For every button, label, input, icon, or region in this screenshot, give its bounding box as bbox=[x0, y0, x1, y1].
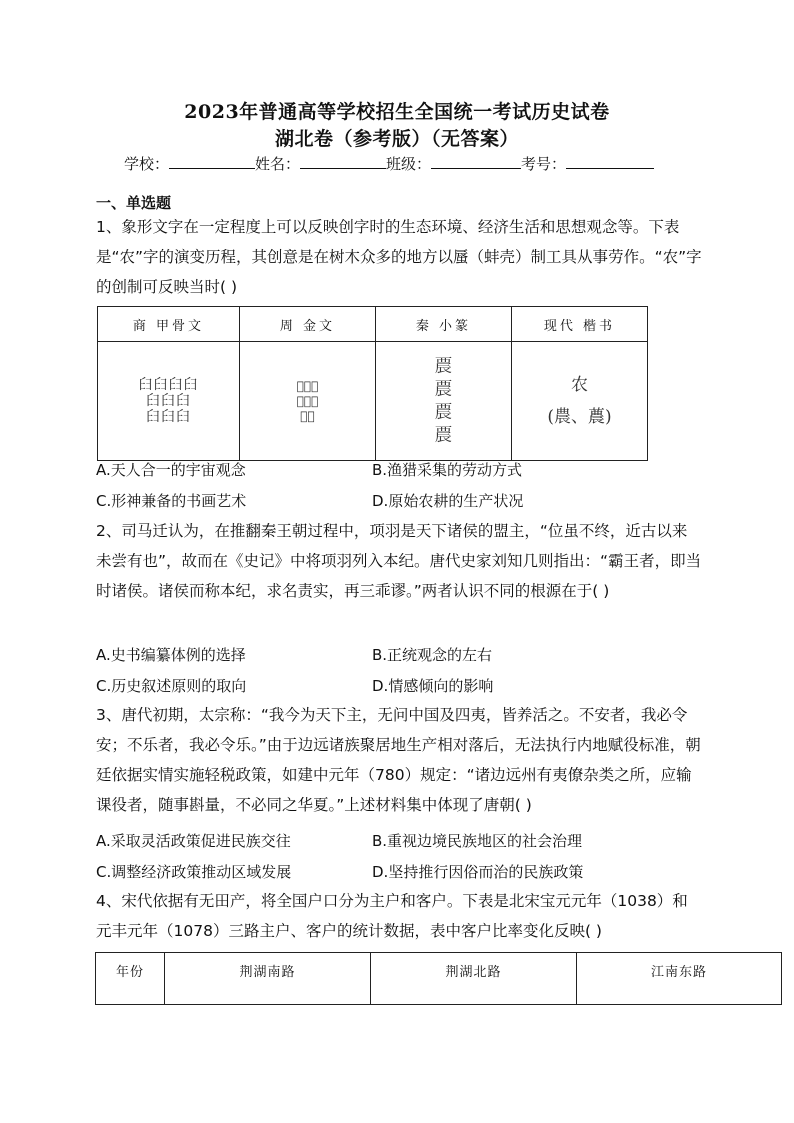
school-blank bbox=[169, 154, 255, 169]
q3-option-a[interactable]: A.采取灵活政策促进民族交往 bbox=[96, 832, 291, 850]
exam-subtitle: 湖北卷（参考版）（无答案） bbox=[274, 128, 519, 150]
class-blank bbox=[431, 154, 521, 169]
question-2-stem: 2、司马迁认为，在推翻秦王朝过程中，项羽是天下诸侯的盟主，“位虽不终，近古以来未尝有也”，故而在《史记》中将项羽列入本纪。唐代史家刘知几则指出：“霸王者，即当时诸侯。诸侯而称本纪，求名责实，再三乖谬。”两者认识不同的根源在于( ) bbox=[96, 522, 702, 600]
name-blank bbox=[300, 154, 386, 169]
table-header: 荆湖北路 bbox=[371, 953, 577, 1005]
seal-glyphs: 𨑇 𨑇 𨑇 𨑇 bbox=[434, 356, 453, 446]
number-blank bbox=[566, 154, 654, 169]
oracle-bone-glyphs: 𦥑𦥑𦥑𦥑 𦥑𦥑𦥑 𦥑𦥑𦥑 bbox=[138, 377, 199, 425]
number-label: 考号： bbox=[521, 155, 567, 173]
table-header-row bbox=[98, 307, 648, 342]
regular-script-variants: (農、蕽) bbox=[547, 407, 612, 427]
exam-title: 2023年普通高等学校招生全国统一考试历史试卷 bbox=[184, 101, 610, 123]
q2-option-a[interactable]: A.史书编纂体例的选择 bbox=[96, 646, 246, 664]
q2-option-b[interactable]: B.正统观念的左右 bbox=[372, 646, 493, 664]
seal-cell bbox=[376, 342, 512, 461]
q1-option-a[interactable]: A.天人合一的宇宙观念 bbox=[96, 461, 246, 479]
q3-option-c[interactable]: C.调整经济政策推动区域发展 bbox=[96, 863, 292, 881]
table-header: 周 金文 bbox=[240, 307, 376, 342]
table-header: 现代 楷书 bbox=[512, 307, 648, 342]
q2-option-c[interactable]: C.历史叙述原则的取向 bbox=[96, 677, 247, 695]
household-table bbox=[95, 952, 782, 1005]
q1-option-d[interactable]: D.原始农耕的生产状况 bbox=[372, 492, 524, 510]
question-3-stem: 3、唐代初期，太宗称：“我今为天下主，无问中国及四夷，皆养活之。不安者，我必令安；不乐者，我必令乐。”由于边远诸族聚居地生产相对落后，无法执行内地赋役标准，朝廷依据实情实施轻税政策，如建中元年（780）规定：“诸边远州有夷僚杂类之所，应输课役者，随事斟量，不必同之华夏。”上述材料集中体现了唐朝( ) bbox=[96, 706, 701, 814]
table-header: 秦 小篆 bbox=[376, 307, 512, 342]
name-label: 姓名： bbox=[255, 155, 301, 173]
q2-option-d[interactable]: D.情感倾向的影响 bbox=[372, 677, 494, 695]
table-header: 江南东路 bbox=[577, 953, 782, 1005]
regular-script-cell bbox=[512, 342, 648, 461]
table-header: 荆湖南路 bbox=[165, 953, 371, 1005]
evolution-table bbox=[97, 306, 648, 461]
regular-script-char: 农 bbox=[571, 375, 588, 395]
section-title: 一、单选题 bbox=[96, 194, 172, 212]
table-header: 年份 bbox=[96, 953, 165, 1005]
class-label: 班级： bbox=[386, 155, 432, 173]
question-1-stem: 1、象形文字在一定程度上可以反映创字时的生态环境、经济生活和思想观念等。下表是“农”字的演变历程，其创意是在树木众多的地方以蜃（蚌壳）制工具从事劳作。“农”字的创制可反映当时( ) bbox=[96, 218, 702, 296]
bronze-glyphs: 𤰔𤰔𤰔 𤰔𤰔𤰔 𤰔𤰔 bbox=[296, 378, 319, 423]
table-header-row bbox=[96, 953, 782, 1005]
q1-option-c[interactable]: C.形神兼备的书画艺术 bbox=[96, 492, 247, 510]
student-info-row bbox=[124, 153, 654, 174]
oracle-bone-cell bbox=[98, 342, 240, 461]
q1-option-b[interactable]: B.渔猎采集的劳动方式 bbox=[372, 461, 523, 479]
table-row bbox=[98, 342, 648, 461]
question-4-stem: 4、宋代依据有无田产，将全国户口分为主户和客户。下表是北宋宝元元年（1038）和元丰元年（1078）三路主户、客户的统计数据，表中客户比率变化反映( ) bbox=[96, 892, 688, 940]
bronze-cell bbox=[240, 342, 376, 461]
q3-option-b[interactable]: B.重视边境民族地区的社会治理 bbox=[372, 832, 583, 850]
q3-option-d[interactable]: D.坚持推行因俗而治的民族政策 bbox=[372, 863, 584, 881]
table-header: 商 甲骨文 bbox=[98, 307, 240, 342]
school-label: 学校： bbox=[124, 155, 170, 173]
